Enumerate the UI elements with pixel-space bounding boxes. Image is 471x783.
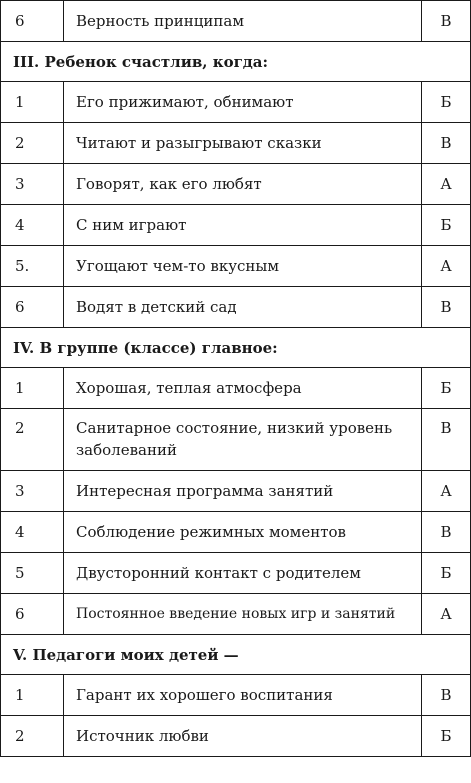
item-text: С ним играют: [64, 205, 422, 246]
item-answer: В: [422, 409, 471, 471]
item-number: 4: [1, 512, 64, 553]
item-text: Говорят, как его любят: [64, 164, 422, 205]
item-answer: В: [422, 123, 471, 164]
item-text: Соблюдение режимных моментов: [64, 512, 422, 553]
table-row: [1, 164, 471, 205]
item-answer: Б: [422, 553, 471, 594]
item-number: 2: [1, 123, 64, 164]
item-answer: В: [422, 1, 471, 42]
item-text: Санитарное состояние, низкий уровень заболеваний: [64, 409, 422, 471]
item-number: 6: [1, 594, 64, 635]
section-title: V. Педагоги моих детей —: [1, 635, 471, 675]
item-text: Водят в детский сад: [64, 287, 422, 328]
section-header-row: [1, 328, 471, 368]
item-number: 2: [1, 716, 64, 757]
table-row: [1, 287, 471, 328]
item-text: Двусторонний контакт с родителем: [64, 553, 422, 594]
item-answer: Б: [422, 368, 471, 409]
table-row: [1, 471, 471, 512]
table-row: [1, 716, 471, 757]
table-row: [1, 594, 471, 635]
item-text: Постоянное введение новых игр и занятий: [64, 594, 422, 635]
table-row: [1, 123, 471, 164]
item-answer: А: [422, 164, 471, 205]
item-number: 1: [1, 368, 64, 409]
table-row: [1, 1, 471, 42]
item-text: Угощают чем-то вкусным: [64, 246, 422, 287]
section-title: III. Ребенок счастлив, когда:: [1, 42, 471, 82]
item-answer: Б: [422, 82, 471, 123]
item-answer: В: [422, 287, 471, 328]
item-number: 5: [1, 553, 64, 594]
section-header-row: [1, 635, 471, 675]
item-number: 1: [1, 82, 64, 123]
item-answer: В: [422, 512, 471, 553]
item-number: 4: [1, 205, 64, 246]
item-answer: В: [422, 675, 471, 716]
table-row: [1, 675, 471, 716]
table-row: [1, 368, 471, 409]
item-text: Читают и разыгрывают сказки: [64, 123, 422, 164]
section-title: IV. В группе (классе) главное:: [1, 328, 471, 368]
item-text: Интересная программа занятий: [64, 471, 422, 512]
item-text: Источник любви: [64, 716, 422, 757]
item-answer: А: [422, 471, 471, 512]
table-row: [1, 82, 471, 123]
item-number: 1: [1, 675, 64, 716]
item-answer: Б: [422, 716, 471, 757]
item-text: Гарант их хорошего воспитания: [64, 675, 422, 716]
item-number: 6: [1, 287, 64, 328]
item-number: 3: [1, 471, 64, 512]
item-answer: А: [422, 594, 471, 635]
item-answer: А: [422, 246, 471, 287]
item-answer: Б: [422, 205, 471, 246]
table-row: [1, 205, 471, 246]
table-row: [1, 512, 471, 553]
item-number: 3: [1, 164, 64, 205]
item-text: Хорошая, теплая атмосфера: [64, 368, 422, 409]
item-number: 6: [1, 1, 64, 42]
item-number: 5.: [1, 246, 64, 287]
table-row: [1, 246, 471, 287]
table-row: [1, 409, 471, 471]
table-row: [1, 553, 471, 594]
item-text: Его прижимают, обнимают: [64, 82, 422, 123]
section-header-row: [1, 42, 471, 82]
item-text: Верность принципам: [64, 1, 422, 42]
item-number: 2: [1, 409, 64, 471]
